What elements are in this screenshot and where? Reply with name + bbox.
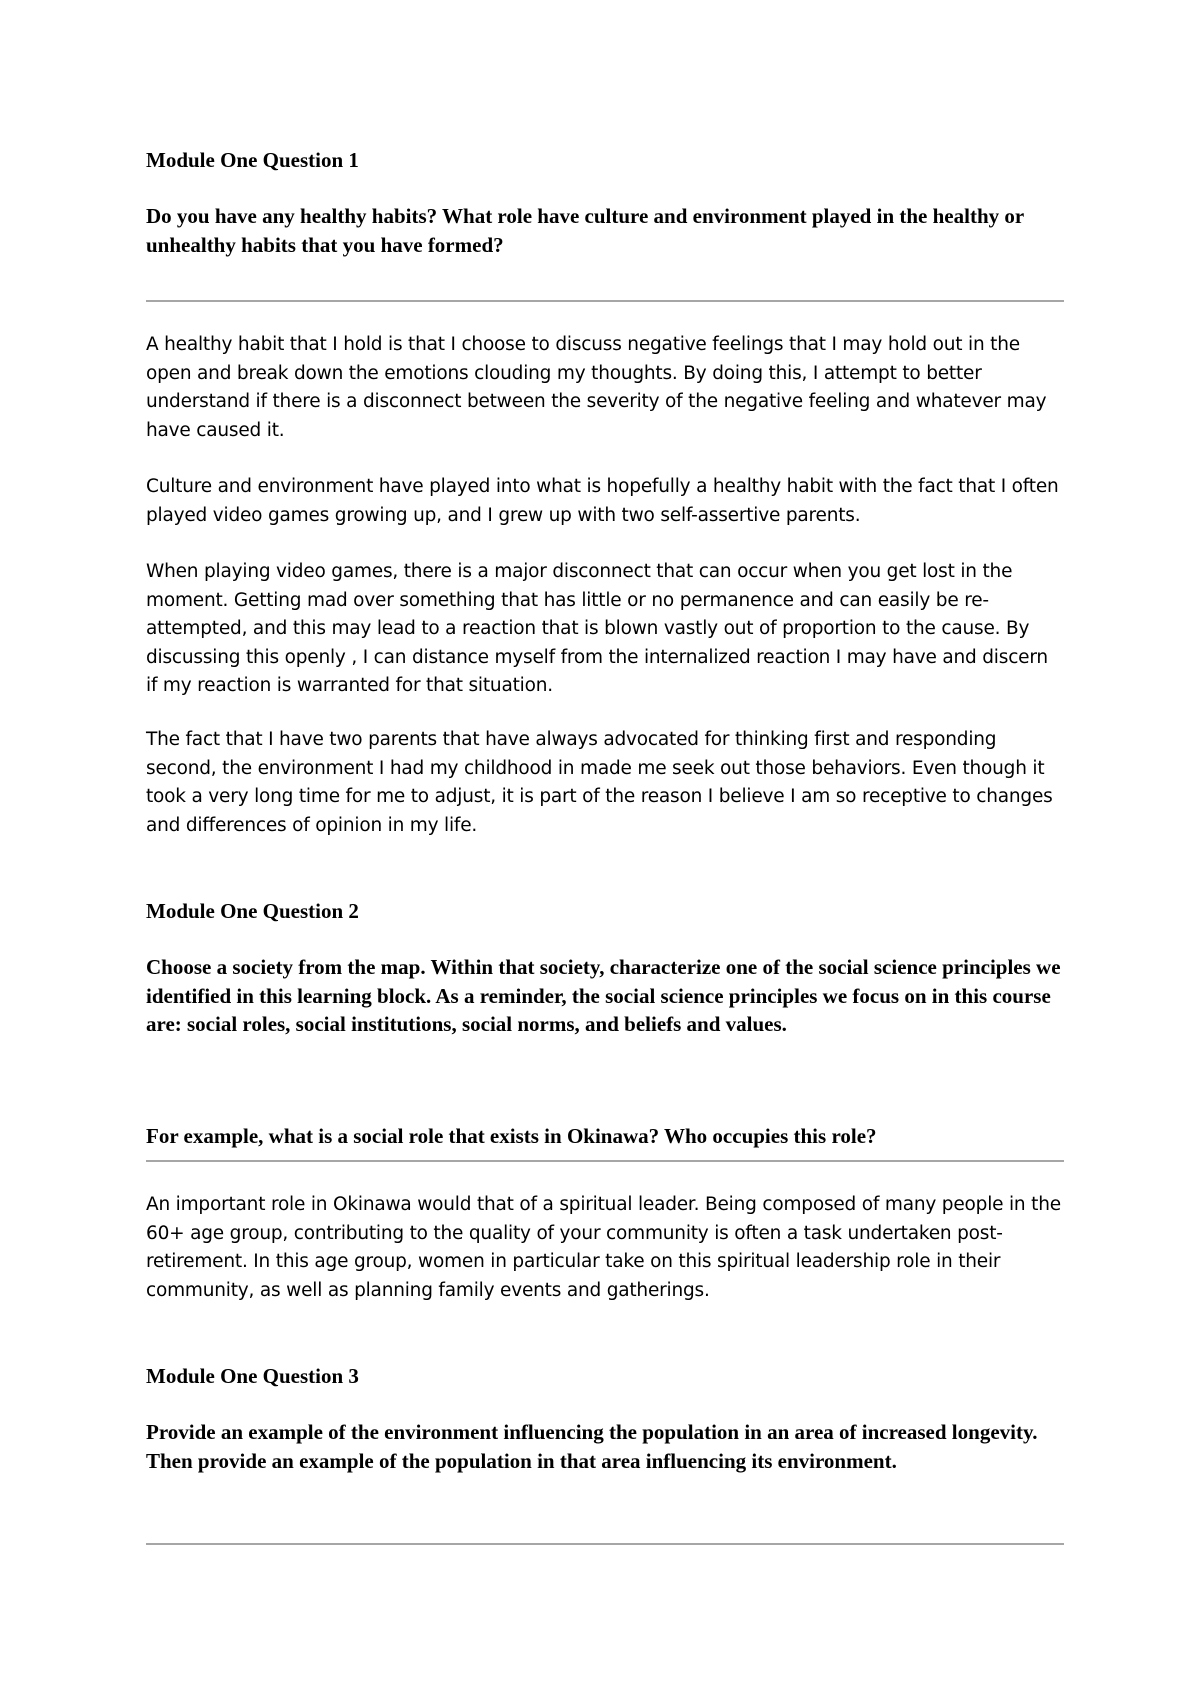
q3-divider xyxy=(146,1543,1064,1545)
q2-answer-paragraph: An important role in Okinawa would that of a spiritual leader. Being composed of many people in the 60+ age group, contributing to the quality of your community is often a task undertaken post-retirement. In this age group, women in particular take on this spiritual leadership role in their community, as well as planning family events and gatherings. xyxy=(146,1194,1061,1301)
q2-heading: Module One Question 2 xyxy=(146,899,359,923)
q2-example-question: For example, what is a social role that exists in Okinawa? Who occupies this role? xyxy=(146,1124,877,1148)
q1-divider xyxy=(146,300,1064,302)
q3-prompt: Provide an example of the environment influencing the population in an area of increased longevity. Then provide an example of the population in that area influencing its environment. xyxy=(146,1420,1038,1473)
q1-answer-paragraph: A healthy habit that I hold is that I choose to discuss negative feelings that I may hold out in the open and break down the emotions clouding my thoughts. By doing this, I attempt to better understand if there is a disconnect between the severity of the negative feeling and whatever may have caused it. xyxy=(146,334,1047,441)
q2-prompt: Choose a society from the map. Within that society, characterize one of the social science principles we identified in this learning block. As a reminder, the social science principles we focus on in this course are: social roles, social institutions, social norms, and beliefs and values. xyxy=(146,955,1061,1036)
q1-answer-paragraph: Culture and environment have played into what is hopefully a healthy habit with the fact that I often played video games growing up, and I grew up with two self-assertive parents. xyxy=(146,476,1059,526)
q2-divider xyxy=(146,1160,1064,1162)
q3-heading: Module One Question 3 xyxy=(146,1364,359,1388)
q1-heading: Module One Question 1 xyxy=(146,148,359,172)
q1-prompt: Do you have any healthy habits? What role have culture and environment played in the healthy or unhealthy habits that you have formed? xyxy=(146,204,1024,257)
q1-answer-paragraph: When playing video games, there is a major disconnect that can occur when you get lost in the moment. Getting mad over something that has little or no permanence and can easily be re-attempted, and this may lead to a reaction that is blown vastly out of proportion to the cause. By discussing this openly , I can distance myself from the internalized reaction I may have and discern if my reaction is warranted for that situation. xyxy=(146,561,1048,696)
q1-answer-paragraph: The fact that I have two parents that have always advocated for thinking first and responding second, the environment I had my childhood in made me seek out those behaviors. Even though it took a very long time for me to adjust, it is part of the reason I believe I am so receptive to changes and differences of opinion in my life. xyxy=(146,729,1053,836)
